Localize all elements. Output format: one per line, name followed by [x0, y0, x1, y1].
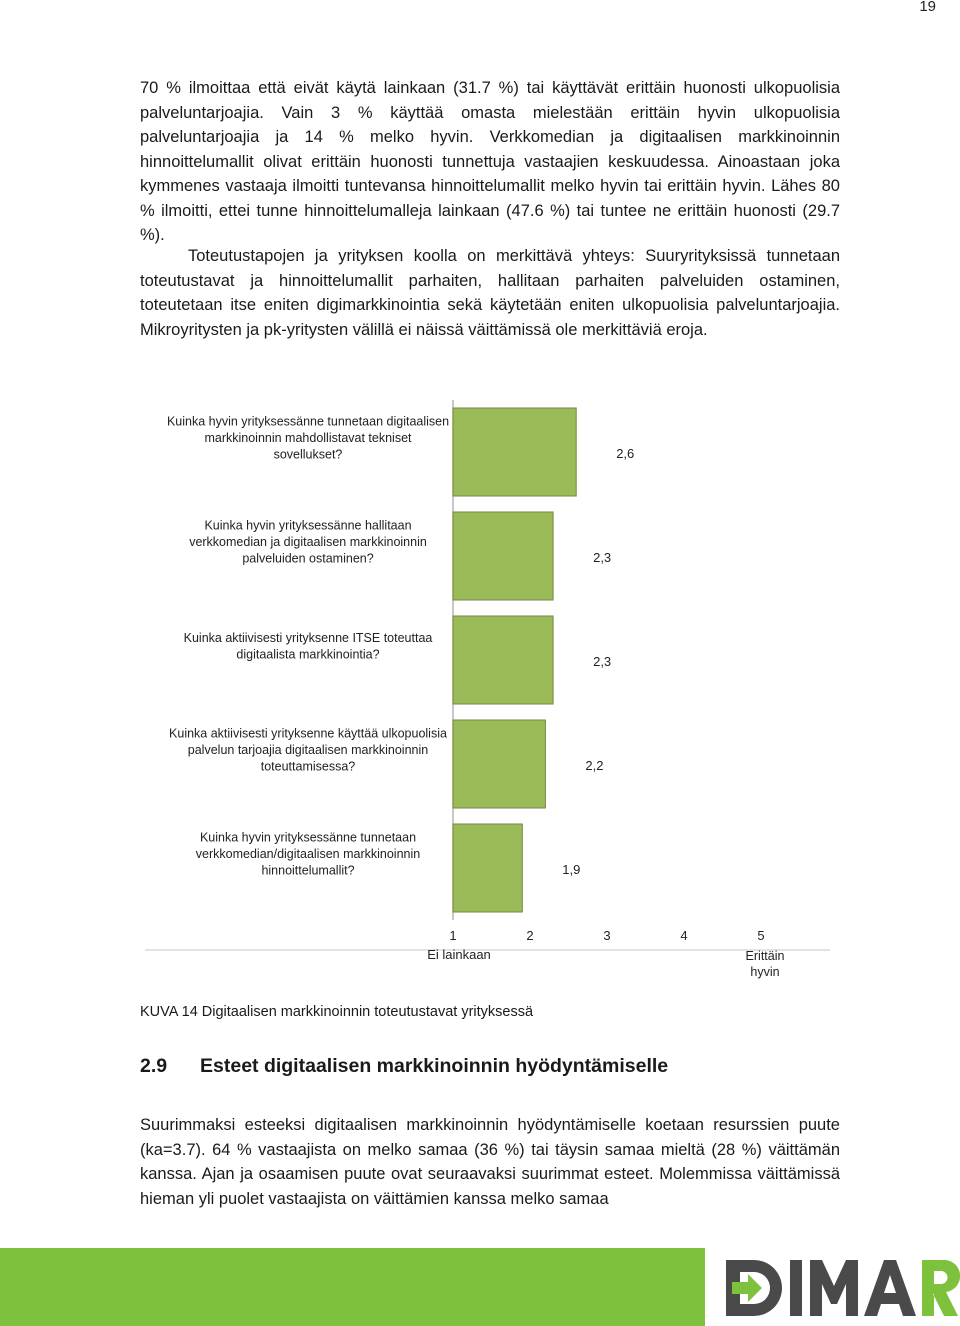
- chart-value-label: 2,6: [616, 446, 635, 461]
- logo-letter-i: [790, 1260, 802, 1316]
- body-paragraph-3: Suurimmaksi esteeksi digitaalisen markkinoinnin hyödyntämiselle koetaan resurssien puute (ka=3.7). 64 % vastaajista on melko samaa (36 %) tai täysin samaa mieltä (28 %) väittämän kanssa. Ajan ja osaamisen puute ovat seuraavaksi suurimmat esteet. Molemmissa väittämissä hieman yli puolet vastaajista on väittämien kanssa melko samaa: [140, 1116, 840, 1208]
- chart-bar: [453, 408, 576, 496]
- chart-value-label: 2,3: [593, 550, 612, 565]
- chart-category-label: Kuinka hyvin yrityksessänne tunnetaan digitaalisen markkinoinnin mahdollistavat tekniset sovellukset?: [166, 414, 450, 462]
- bar-chart: [130, 395, 830, 985]
- chart-x-tick-label: 4: [680, 928, 688, 943]
- chart-x-high-label: Erittäin hyvin: [745, 949, 785, 979]
- logo-letter-m: [810, 1260, 858, 1316]
- figure-caption: KUVA 14 Digitaalisen markkinoinnin toteutustavat yrityksessä: [140, 1004, 534, 1020]
- chart-value-label: 1,9: [562, 862, 581, 877]
- logo-letter-a: [864, 1260, 916, 1316]
- chart-bar: [453, 512, 553, 600]
- chart-bar: [453, 616, 553, 704]
- chart-category-label: Kuinka hyvin yrityksessänne tunnetaan verkkomedian/digitaalisen markkinoinnin hinnoittelumallit?: [195, 830, 421, 878]
- chart-x-tick-label: 5: [757, 928, 765, 943]
- chart-x-tick-label: 1: [449, 928, 457, 943]
- section-number: 2.9: [140, 1055, 168, 1077]
- logo-letter-r: [922, 1260, 960, 1316]
- chart-x-low-label: Ei lainkaan: [427, 947, 491, 962]
- chart-value-label: 2,3: [593, 654, 612, 669]
- footer-green-bar: [0, 1248, 705, 1326]
- chart-category-label: Kuinka aktiivisesti yrityksenne käyttää ulkopuolisia palvelun tarjoajia digitaalisen markkinoinnin toteuttamisessa?: [169, 726, 447, 774]
- body-paragraph-1: 70 % ilmoittaa että eivät käytä lainkaan (31.7 %) tai käyttävät erittäin huonosti ulkopuolisia palveluntarjoajia. Vain 3 % käyttää omasta mielestään erittäin hyvin ulkopuolisia palveluntarjoajia ja 14 % melko hyvin. Verkkomedian ja digitaalisen markkinoinnin hinnoittelumallit olivat erittäin huonosti tunnettuja vastaajien keskuudessa. Ainoastaan joka kymmenes vastaaja ilmoitti tuntevansa hinnoittelumallit melko hyvin tai erittäin hyvin. Lähes 80 % ilmoitti, ettei tunne hinnoittelumalleja lainkaan (47.6 %) tai tuntee ne erittäin huonosti (29.7 %).: [140, 79, 840, 244]
- chart-value-label: 2,2: [585, 758, 604, 773]
- section-title: Esteet digitaalisen markkinoinnin hyödyntämiselle: [200, 1055, 669, 1077]
- dimar-logo: [718, 1250, 960, 1326]
- body-paragraph-2: Toteutustapojen ja yrityksen koolla on merkittävä yhteys: Suuryrityksissä tunnetaan toteutustavat ja hinnoittelumallit parhaiten, hallitaan parhaiten palveluiden ostaminen, toteutetaan itse eniten digimarkkinointia sekä käytetään eniten ulkopuolisia palveluntarjoajia. Mikroyritysten ja pk-yritysten välillä ei näissä väittämissä ole merkittäviä eroja.: [140, 247, 840, 339]
- chart-bar: [453, 720, 545, 808]
- chart-bar: [453, 824, 522, 912]
- section-heading: [140, 1055, 668, 1078]
- chart-x-tick-label: 2: [526, 928, 534, 943]
- chart-category-label: Kuinka hyvin yrityksessänne hallitaan verkkomedian ja digitaalisen markkinoinnin palveluiden ostaminen?: [189, 518, 427, 566]
- chart-x-tick-label: 3: [603, 928, 611, 943]
- page-number: 19: [919, 0, 936, 15]
- chart-category-label: Kuinka aktiivisesti yrityksenne ITSE toteuttaa digitaalista markkinointia?: [183, 630, 433, 662]
